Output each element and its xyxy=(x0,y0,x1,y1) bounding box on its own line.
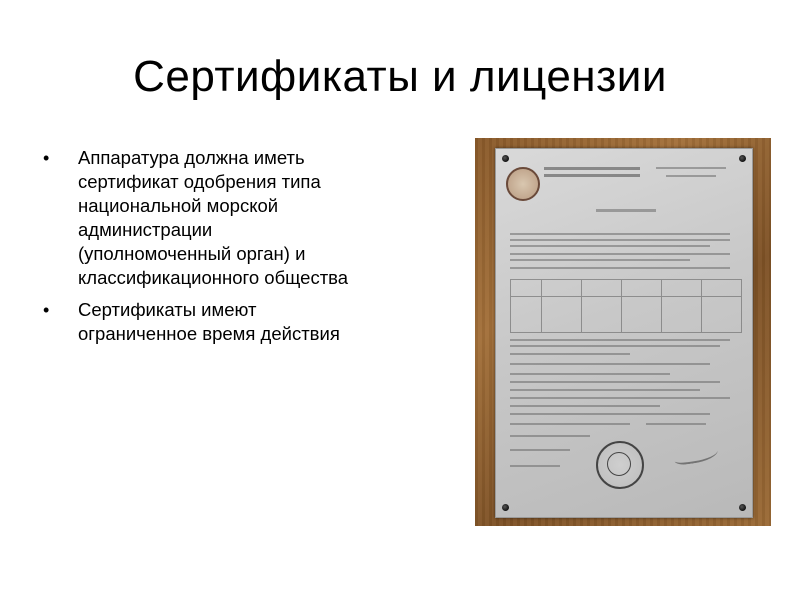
certificate-plate xyxy=(495,148,753,518)
doc-text-line xyxy=(510,233,730,235)
screw-icon xyxy=(502,504,509,511)
doc-header-line xyxy=(656,167,726,169)
screw-icon xyxy=(739,155,746,162)
doc-text-line xyxy=(510,345,720,347)
bullet-item xyxy=(40,298,370,346)
certificate-photo xyxy=(475,138,771,526)
doc-header-line xyxy=(544,167,640,170)
doc-header-line xyxy=(544,174,640,177)
doc-text-line xyxy=(510,339,730,341)
doc-heading-line xyxy=(596,209,656,212)
doc-text-line xyxy=(510,373,670,375)
doc-text-line xyxy=(510,435,590,437)
seal-icon xyxy=(596,441,644,489)
doc-text-line xyxy=(510,449,570,451)
signature-icon xyxy=(673,444,719,466)
screw-icon xyxy=(739,504,746,511)
bullet-item xyxy=(40,146,370,290)
bullet-marker: • xyxy=(43,300,50,320)
doc-text-line xyxy=(510,405,660,407)
doc-text-line xyxy=(510,253,730,255)
doc-text-line xyxy=(510,413,710,415)
doc-text-line xyxy=(510,381,720,383)
bullet-list xyxy=(40,146,370,354)
doc-text-line xyxy=(510,423,630,425)
bullet-marker: • xyxy=(43,148,50,168)
doc-header-line xyxy=(666,175,716,177)
doc-table xyxy=(510,279,742,333)
emblem-icon xyxy=(506,167,540,201)
doc-text-line xyxy=(510,465,560,467)
bullet-text: Аппаратура должна иметь сертификат одобрения типа национальной морской администрации (уполномоченный орган) и классификационного общества xyxy=(78,147,349,288)
doc-text-line xyxy=(510,259,690,261)
doc-text-line xyxy=(510,363,710,365)
screw-icon xyxy=(502,155,509,162)
doc-text-line xyxy=(510,353,630,355)
doc-text-line xyxy=(510,267,730,269)
doc-text-line xyxy=(510,397,730,399)
doc-text-line xyxy=(510,245,710,247)
doc-text-line xyxy=(646,423,706,425)
slide-title: Сертификаты и лицензии xyxy=(133,52,667,101)
bullet-text: Сертификаты имеют ограниченное время действия xyxy=(78,299,340,344)
doc-text-line xyxy=(510,239,730,241)
doc-text-line xyxy=(510,389,700,391)
